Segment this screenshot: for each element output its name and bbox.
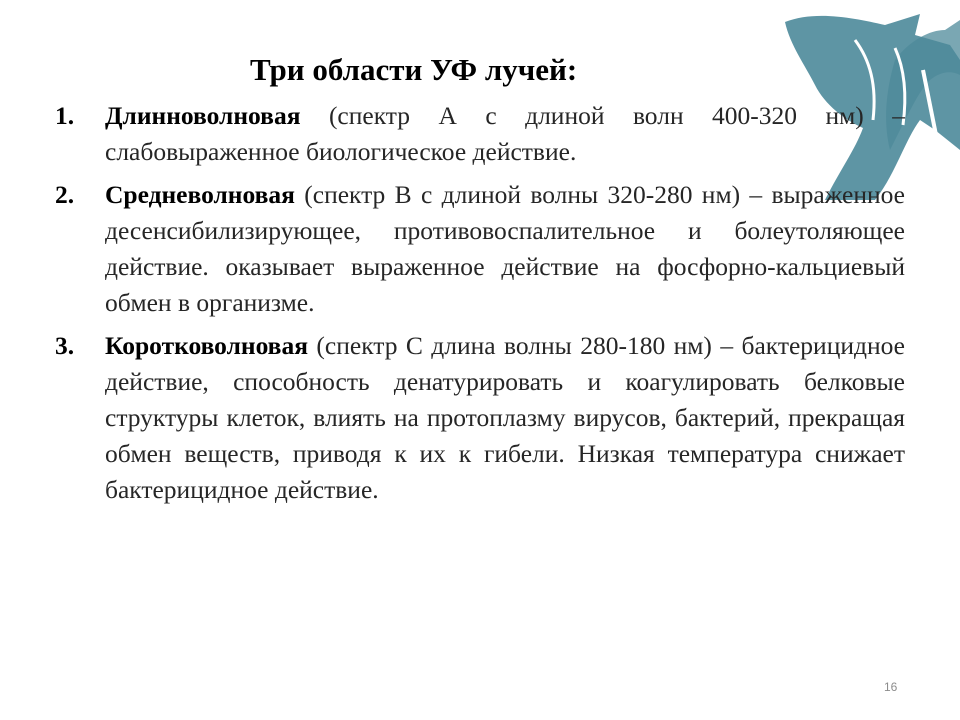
item-text: (спектр А с длиной волн 400-320 нм) – слабовыраженное биологическое действие. — [105, 101, 905, 166]
item-body — [105, 98, 905, 170]
list-item — [55, 177, 905, 321]
slide-title: Три области УФ лучей: — [250, 52, 578, 87]
item-body — [105, 177, 905, 321]
item-term: Длинноволновая — [105, 101, 301, 130]
uv-regions-list — [55, 98, 905, 515]
item-term: Средневолновая — [105, 180, 295, 209]
list-item — [55, 328, 905, 508]
list-item — [55, 98, 905, 170]
item-body — [105, 328, 905, 508]
item-number: 2. — [55, 180, 75, 209]
page-number: 16 — [884, 680, 898, 694]
item-text: (спектр С длина волны 280-180 нм) – бактерицидное действие, способность денатурировать и коагулировать белковые структуры клеток, влиять на протоплазму вирусов, бактерий, прекращая обмен веществ, приводя к их к гибели. Низкая температура снижает бактерицидное действие. — [105, 331, 905, 504]
item-number: 1. — [55, 101, 75, 130]
item-term: Коротковолновая — [105, 331, 309, 360]
item-text: (спектр В с длиной волны 320-280 нм) – выраженное десенсибилизирующее, противовоспалительное и болеутоляющее действие. оказывает выраженное действие на фосфорно-кальциевый обмен в организме. — [105, 180, 905, 317]
item-number: 3. — [55, 331, 75, 360]
